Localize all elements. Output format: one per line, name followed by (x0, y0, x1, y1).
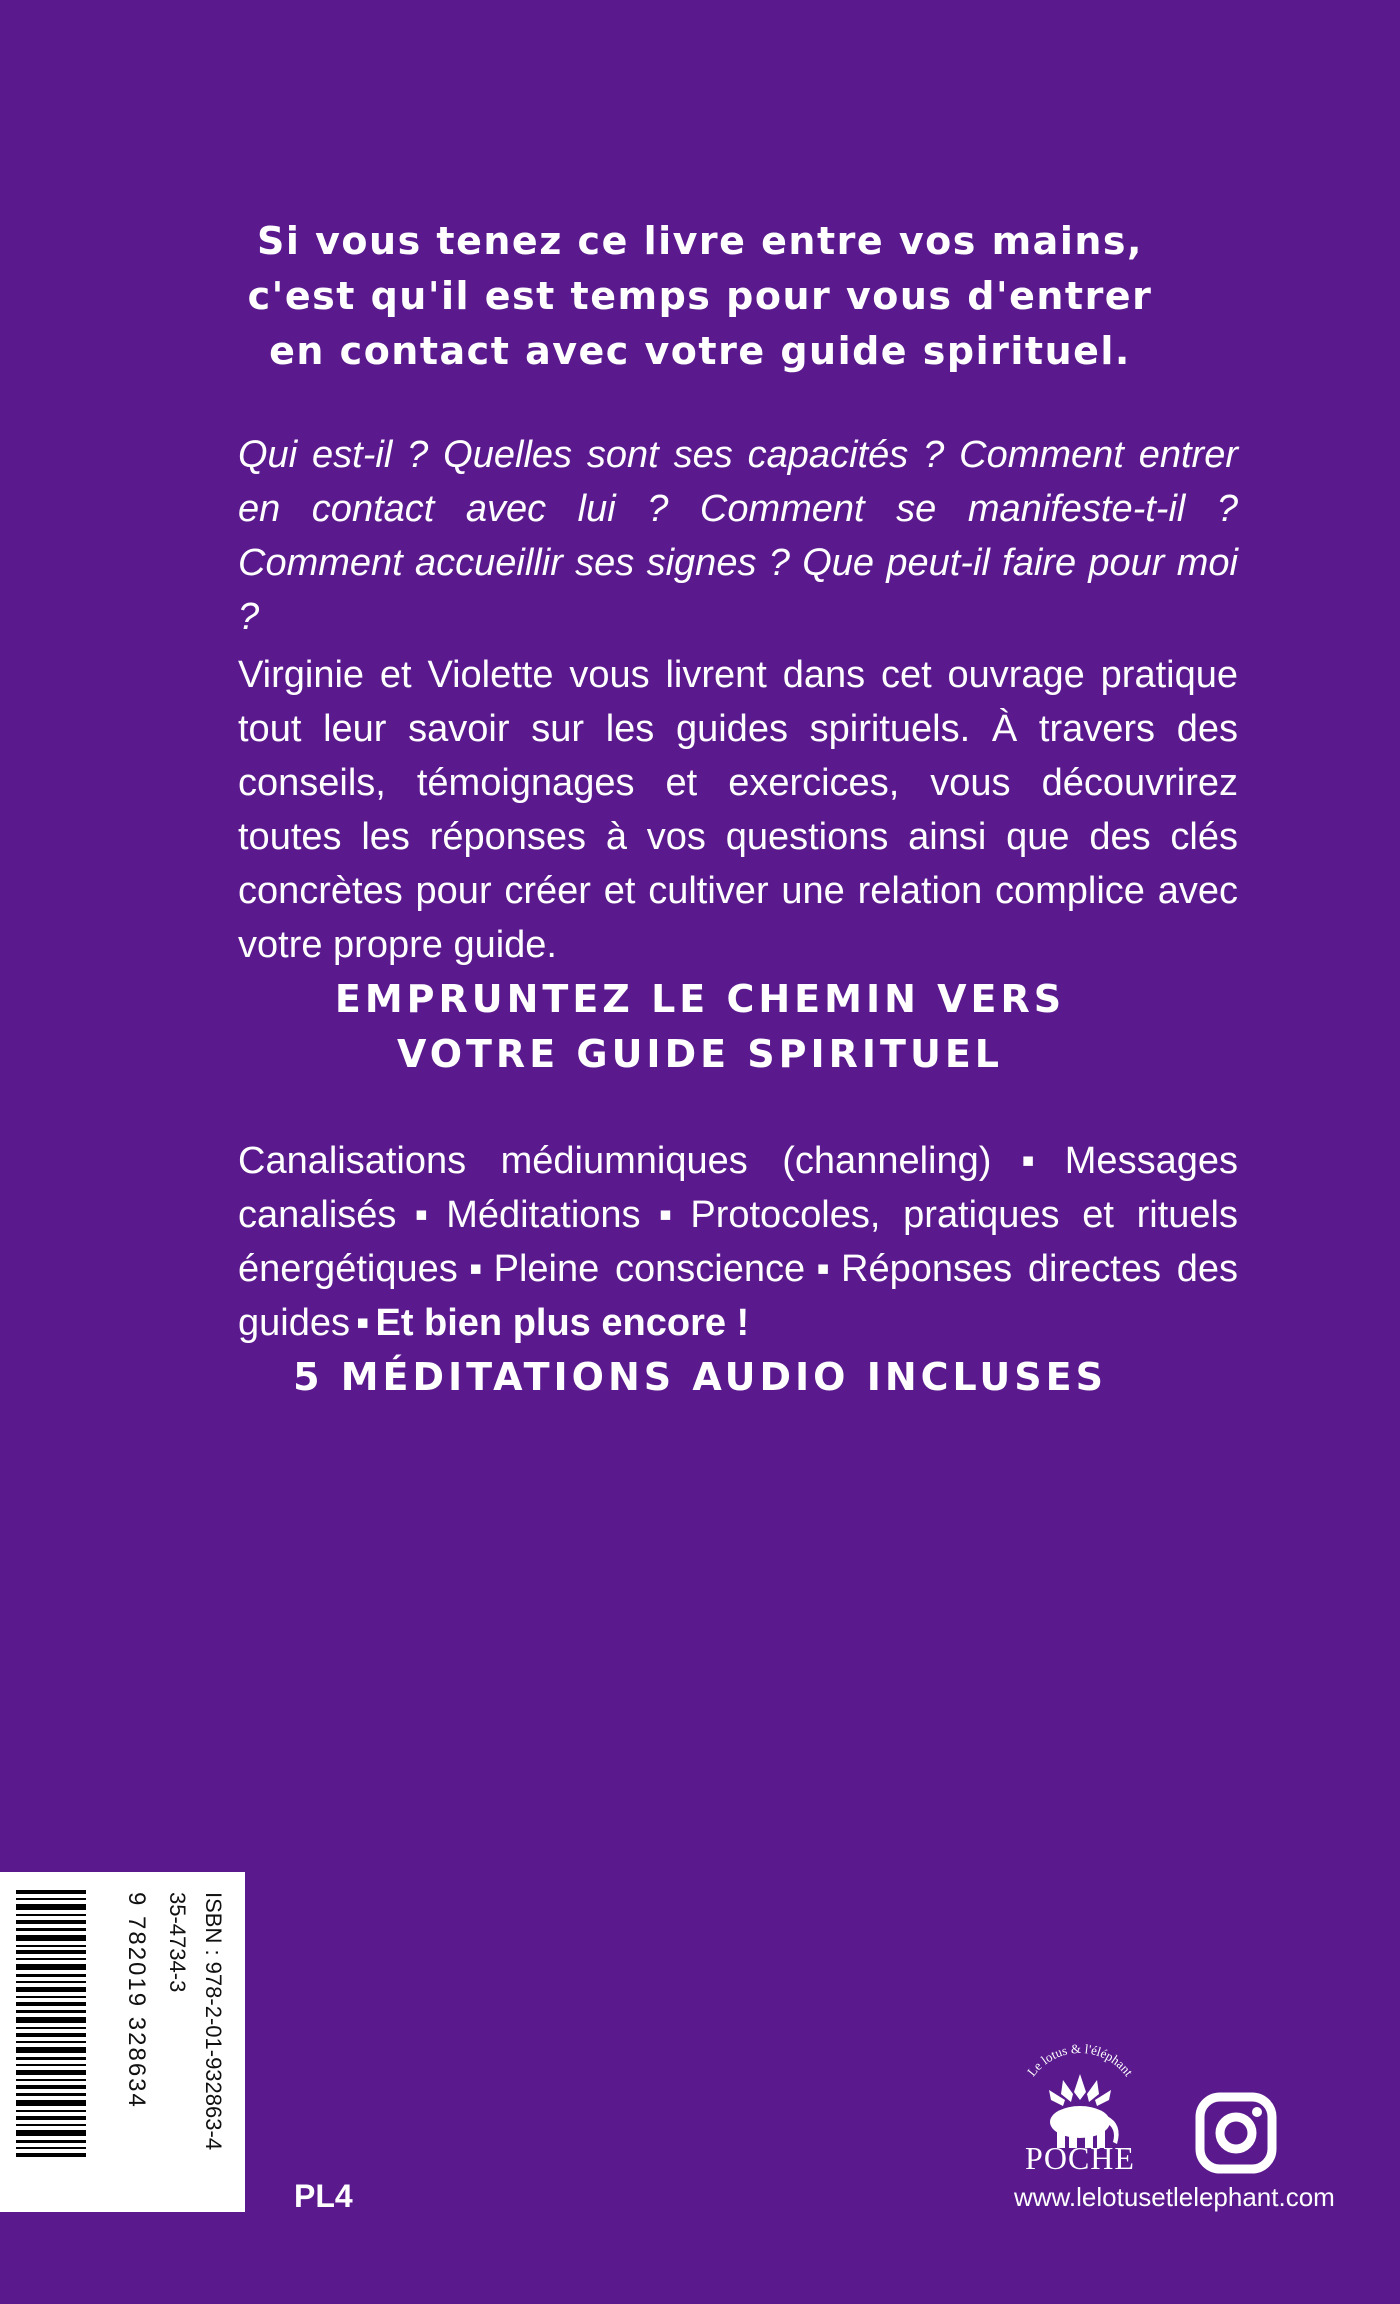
feature-item: Canalisations médiumniques (channeling) (238, 1140, 992, 1182)
feature-item: Pleine conscience (493, 1248, 806, 1290)
headline-line: en contact avec votre guide spirituel. (269, 329, 1131, 373)
barcode-icon (16, 1890, 86, 2160)
audio-banner: 5 MÉDITATIONS AUDIO INCLUSES (293, 1355, 1107, 1399)
instagram-icon[interactable] (1195, 2092, 1277, 2174)
feature-separator: ▪ (646, 1194, 685, 1236)
website-link[interactable]: www.lelotusetlelephant.com (1014, 2182, 1335, 2212)
features-list (238, 1134, 1238, 1350)
feature-item: Protocoles, pratiques et rituels énergétiques (238, 1194, 1238, 1290)
feature-item: Méditations (446, 1194, 641, 1236)
description-paragraph: Virginie et Violette vous livrent dans cet ouvrage pratique tout leur savoir sur les guides spirituels. À travers des conseils, témoignages et exercices, vous découvrirez toutes les réponses à vos questions ainsi que des clés concrètes pour créer et cultiver une relation complice avec votre propre guide. (238, 654, 1238, 966)
feature-separator: ▪ (811, 1248, 836, 1290)
questions-paragraph: Qui est-il ? Quelles sont ses capacités ? Comment entrer en contact avec lui ? Comment se manifeste-t-il ? Comment accueillir ses signes ? Que peut-il faire pour moi ? (238, 434, 1238, 638)
isbn-text: ISBN : 978-2-01-932863-4 (201, 1892, 226, 2151)
feature-separator: ▪ (355, 1302, 370, 1344)
barcode-panel (0, 1872, 245, 2212)
feature-separator: ▪ (463, 1248, 488, 1290)
cta-line: VOTRE GUIDE SPIRITUEL (396, 1032, 1004, 1076)
product-code: PL4 (294, 2178, 353, 2214)
headline-line: Si vous tenez ce livre entre vos mains, (257, 219, 1143, 263)
feature-separator: ▪ (402, 1194, 441, 1236)
barcode-number: 9 782019 328634 (123, 1892, 150, 2109)
barcode-ref: 35-4734-3 (165, 1892, 190, 1993)
cta-line: EMPRUNTEZ LE CHEMIN VERS (334, 977, 1066, 1021)
headline-line: c'est qu'il est temps pour vous d'entrer (247, 274, 1153, 318)
feature-item: Messages canalisés (238, 1140, 1238, 1236)
feature-item: Réponses directes des guides (238, 1248, 1238, 1344)
call-to-action (200, 972, 1200, 1082)
svg-text:Le lotus & l'éléphant (1024, 2041, 1136, 2079)
imprint-name: POCHE (1025, 2140, 1135, 2176)
logo-arc-text: Le lotus & l'éléphant (1023, 2040, 1137, 2080)
feature-closing: Et bien plus encore ! (375, 1302, 750, 1344)
headline (200, 214, 1200, 379)
feature-separator: ▪ (997, 1140, 1059, 1182)
